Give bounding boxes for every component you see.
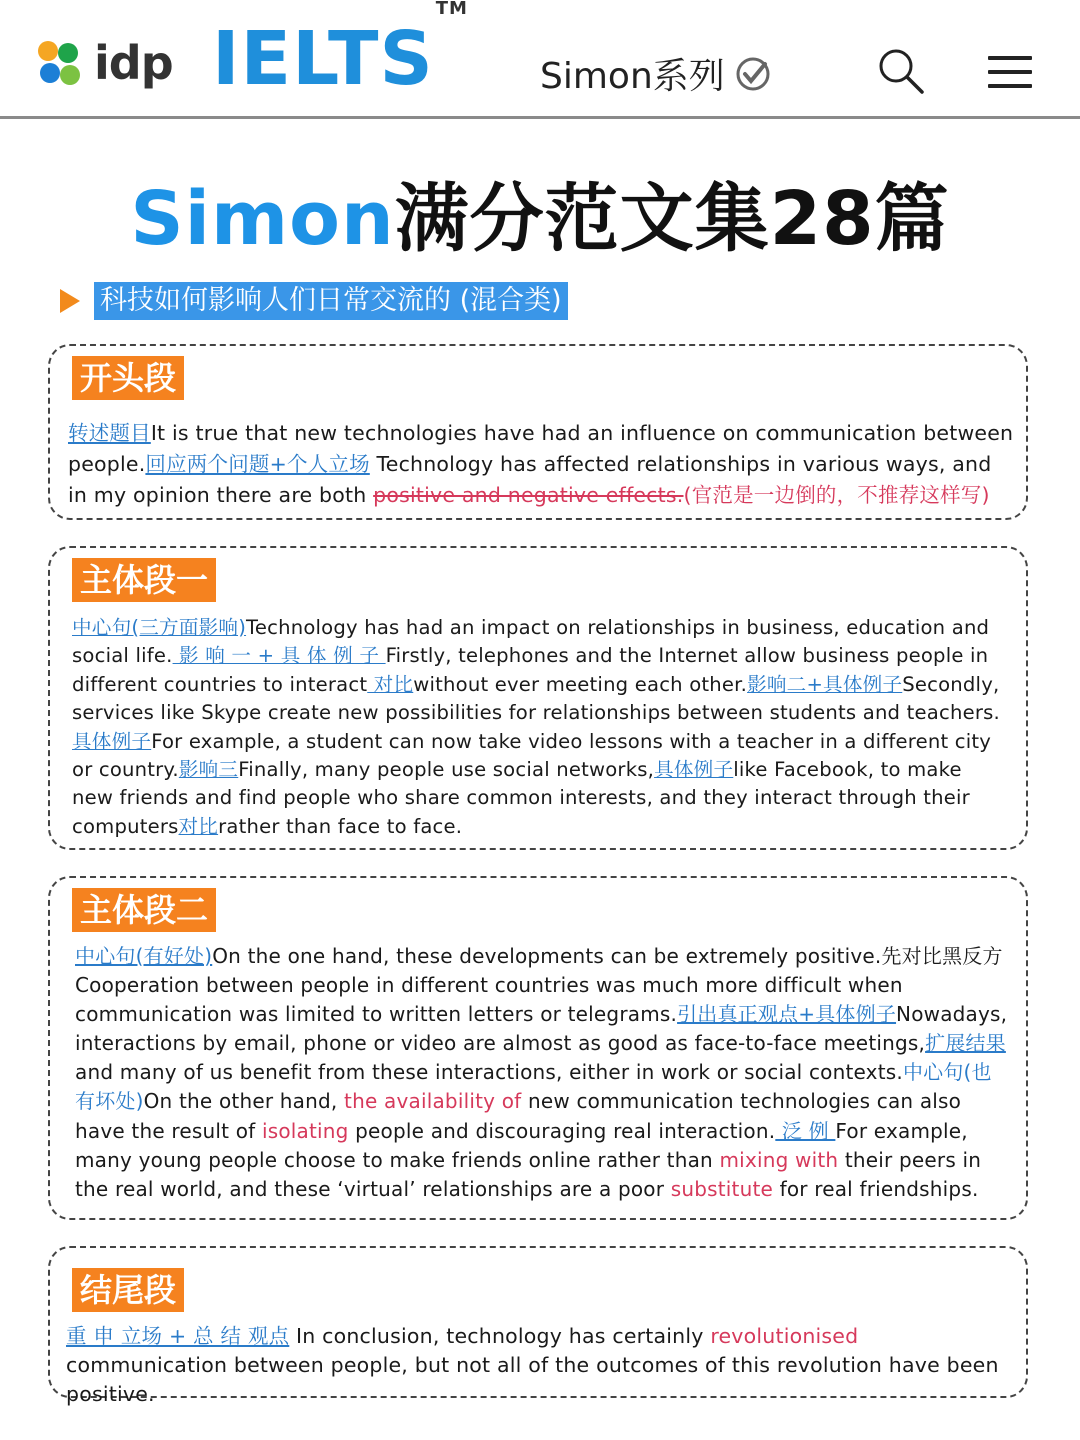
essay-text: like Facebook, to make new friends and find people who share common interests, and they interact through their computers [72,758,970,838]
highlighted-phrase: mixing with [719,1147,839,1172]
annotation: 具体例子 [654,758,734,782]
topic-heading [60,282,568,320]
section-tag-conclusion: 结尾段 [72,1268,184,1312]
section-tag-intro: 开头段 [72,356,184,400]
annotation: 影响三 [178,758,239,782]
conclusion-section [48,1246,1028,1406]
body-two-section [48,876,1028,1220]
intro-paragraph [68,418,1016,511]
red-comment: (官范是一边倒的，不推荐这样写) [683,483,990,507]
essay-text: It is true that new technologies have had an influence on communication between people. [68,421,1014,476]
idp-logo[interactable] [36,36,173,90]
title-rest: 满分范文集28篇 [394,176,950,262]
essay-text: On the one hand, these developments can be extremely positive. [212,944,882,968]
annotation: 回应两个问题+个人立场 [145,452,370,476]
top-bar [0,0,1080,119]
idp-wordmark: idp [94,36,173,90]
essay-text: In conclusion, technology has certainly [289,1324,711,1348]
essay-text: Secondly, services like Skype create new possibilities for relationships between students and teachers. [72,672,1000,725]
highlighted-phrase: the availability of [344,1089,522,1114]
annotation: 影 响 一 + 具 体 例 子 [172,644,386,668]
annotation: 泛 例 [775,1118,836,1143]
body-one-section [48,546,1028,850]
annotation: 影响二+具体例子 [747,672,903,696]
annotation: 具体例子 [72,729,152,753]
ielts-wordmark: IELTS [212,16,434,102]
essay-text: without ever meeting each other. [413,672,748,696]
essay-text: Technology has affected relationships in various ways, and in my opinion there are both [68,452,992,507]
title-simon: Simon [130,176,395,262]
essay-text: Finally, many people use social networks, [238,758,655,782]
body-two-paragraph [75,942,1009,1204]
essay-text: Cooperation between people in different countries was much more difficult when communication was limited to written letters or telegrams. [75,973,903,1027]
highlighted-phrase: isolating [261,1118,349,1143]
annotation: 扩展结果 [925,1031,1006,1056]
idp-mark-icon [36,39,88,87]
essay-text: rather than face to face. [218,814,463,838]
annotation: 对比 [178,814,219,838]
intro-section [48,344,1028,520]
annotation: 中心句(三方面影响) [72,616,247,639]
annotation: 引出真正观点+具体例子 [677,1002,897,1027]
struck-text: positive and negative effects. [373,483,684,507]
ielts-logo[interactable] [212,0,468,102]
essay-text: and many of us benefit from these interactions, either in work or social contexts. [75,1060,903,1085]
play-triangle-icon [60,289,80,313]
section-tag-body-two: 主体段二 [72,888,216,932]
annotation: 中心句(也有坏处) [75,1060,992,1114]
essay-text: new communication technologies can also have the result of [75,1089,962,1143]
annotation: 中心句(有好处) [75,944,213,968]
essay-text: their peers in the real world, and these ‘virtual’ relationships are a poor [75,1147,982,1201]
essay-text: communication between people, but not all of the outcomes of this revolution have been positive. [66,1353,999,1406]
topic-label: 科技如何影响人们日常交流的 (混合类) [94,282,568,320]
essay-text: Firstly, telephones and the Internet allow business people in different countries to interact [72,644,989,696]
essay-text: For example, a student can now take video lessons with a teacher in a different city or country. [72,729,992,782]
highlighted-phrase: substitute [670,1176,774,1201]
annotation: 对比 [367,672,414,696]
highlighted-phrase: revolutionised [710,1324,859,1348]
essay-text: people and discouraging real interaction. [348,1118,776,1143]
essay-text: for real friendships. [773,1176,979,1201]
essay-text: On the other hand, [143,1089,345,1114]
essay-text: Technology has had an impact on relationships in business, education and social life. [72,616,990,668]
series-text: Simon系列 [540,56,725,97]
essay-text: Nowadays, interactions by email, phone or video are almost as good as face-to-face meetings, [75,1002,1008,1056]
conclusion-paragraph [66,1322,1014,1409]
page-title [0,160,1080,266]
plain-comment: 先对比黑反方 [881,944,1003,968]
menu-icon[interactable] [988,56,1032,98]
section-tag-body-one: 主体段一 [72,558,216,602]
essay-text: For example, many young people choose to make friends online rather than [75,1118,968,1172]
annotation: 重 申 立场 + 总 结 观点 [66,1324,290,1348]
annotation: 转述题目 [68,421,151,445]
search-icon[interactable] [876,46,926,96]
body-one-paragraph [72,614,1004,841]
verified-check-icon [735,56,771,92]
series-label[interactable] [540,48,771,99]
trademark-mark: TM [435,0,468,20]
